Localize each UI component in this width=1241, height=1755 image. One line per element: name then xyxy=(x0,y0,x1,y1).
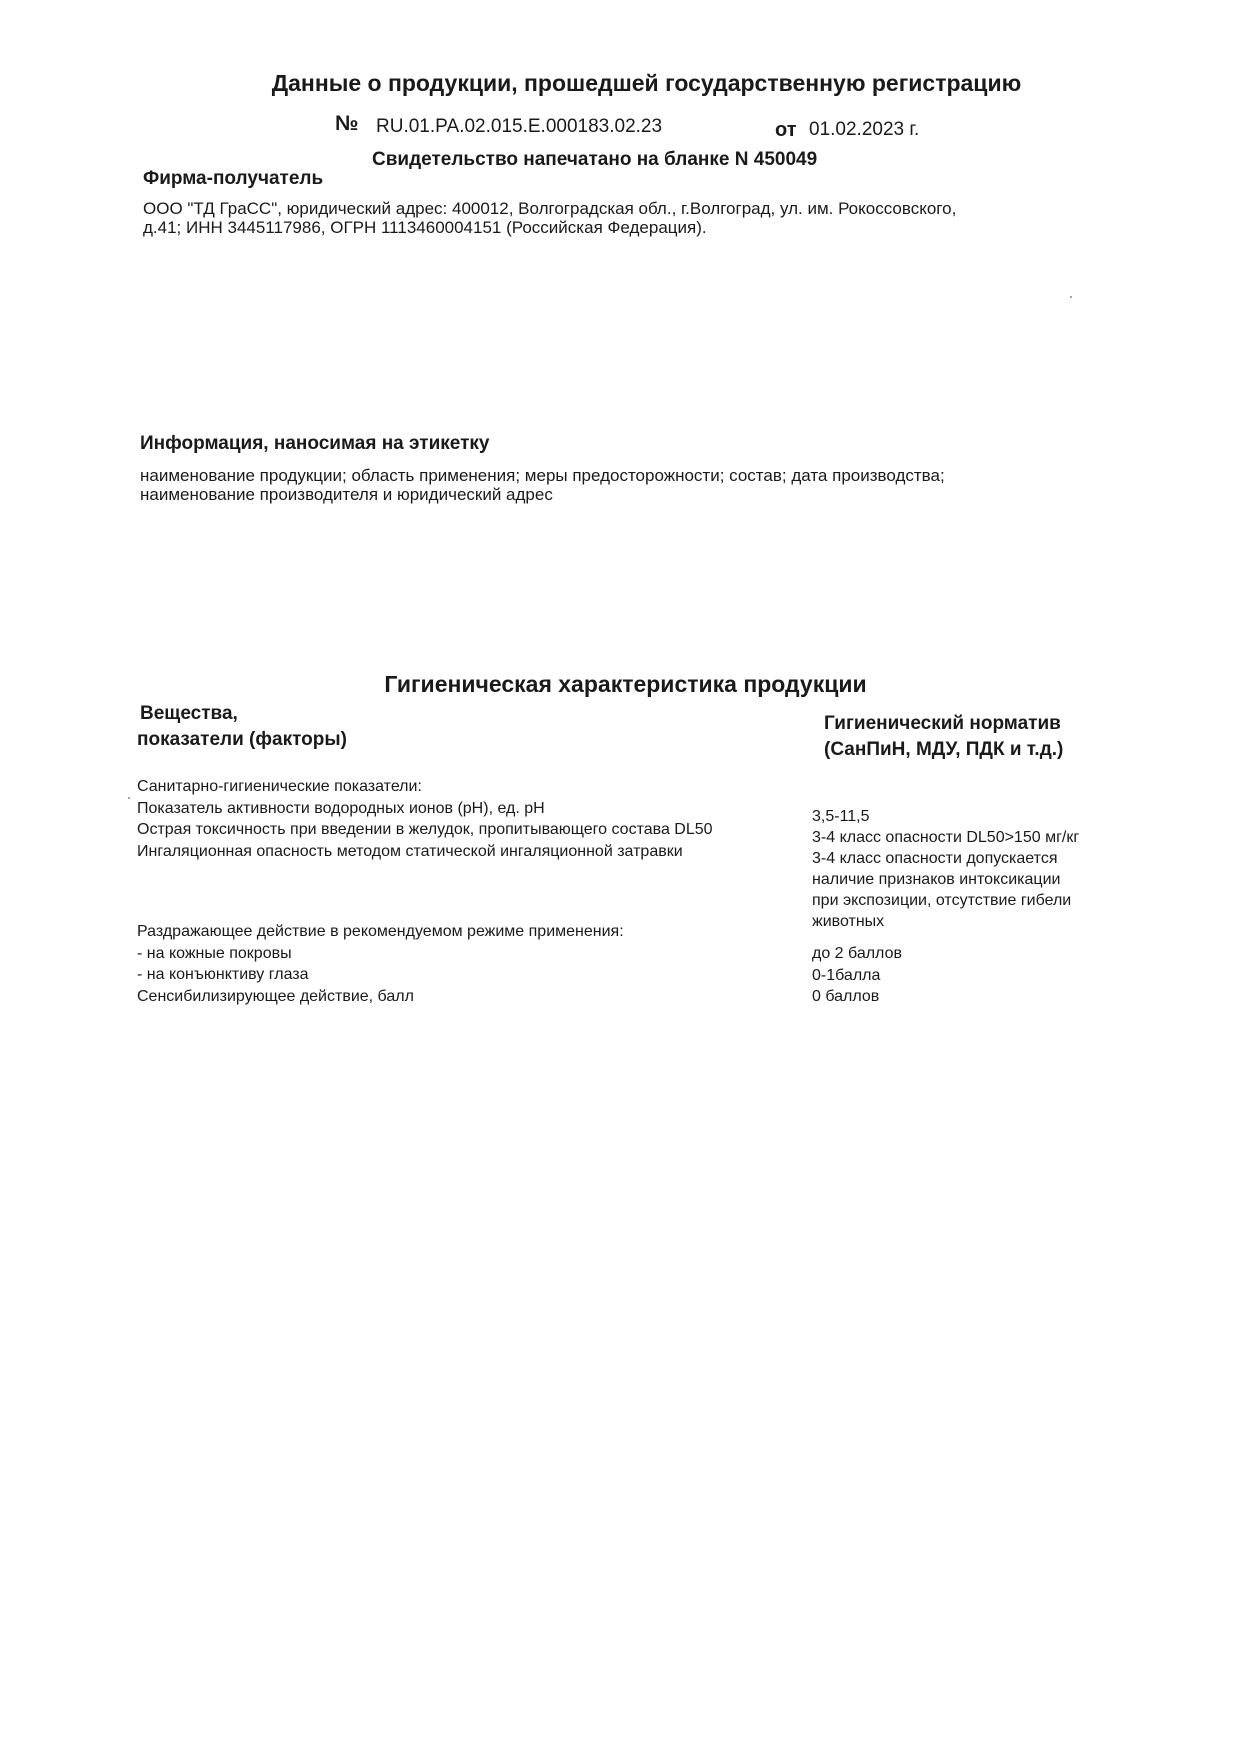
scan-speck xyxy=(1070,296,1072,298)
right-column-header xyxy=(824,711,1063,763)
norms-group-2 xyxy=(812,943,902,1008)
registration-number: RU.01.РА.02.015.Е.000183.02.23 xyxy=(376,116,663,137)
document-title: Данные о продукции, прошедшей государственную регистрацию xyxy=(271,70,1022,96)
firm-address-line-2: д.41; ИНН 3445117986, ОГРН 1113460004151 (Российская Федерация). xyxy=(143,218,707,237)
indicator-group-title: Санитарно-гигиенические показатели: xyxy=(137,778,422,795)
blank-number-line: Свидетельство напечатано на бланке N 450049 xyxy=(372,149,818,170)
label-info-heading: Информация, наносимая на этикетку xyxy=(140,433,490,454)
indicators-group-1 xyxy=(137,776,713,862)
norm-inhalation-line-1: 3-4 класс опасности допускается xyxy=(812,850,1058,867)
left-column-header xyxy=(137,701,347,753)
sensitization: Сенсибилизирующее действие, балл xyxy=(137,987,414,1005)
norm-inhalation-line-4: животных xyxy=(812,913,885,930)
indicator-inhalation-hazard: Ингаляционная опасность методом статической ингаляционной затравки xyxy=(137,842,683,860)
label-info-line-1: наименование продукции; область применения; меры предосторожности; состав; дата производства; xyxy=(140,466,945,485)
number-sign: № xyxy=(335,112,359,135)
norm-eye: 0-1балла xyxy=(812,966,881,984)
irritation-skin: - на кожные покровы xyxy=(137,944,292,962)
label-info-line-2: наименование производителя и юридический адрес xyxy=(140,485,553,504)
irritation-eye: - на конъюнктиву глаза xyxy=(137,966,309,983)
firm-heading: Фирма-получатель xyxy=(143,168,324,189)
indicator-ph: Показатель активности водородных ионов (рН), ед. рН xyxy=(137,799,545,817)
irritation-title: Раздражающее действие в рекомендуемом режиме применения: xyxy=(137,923,624,940)
norm-sensitization: 0 баллов xyxy=(812,988,880,1005)
norm-inhalation-line-2: наличие признаков интоксикации xyxy=(812,871,1061,888)
norm-skin: до 2 баллов xyxy=(812,945,902,962)
norm-acute-toxicity: 3-4 класс опасности DL50>150 мг/кг xyxy=(812,829,1080,846)
right-header-line-2: (СанПиН, МДУ, ПДК и т.д.) xyxy=(824,739,1064,760)
indicators-group-2 xyxy=(137,921,624,1007)
hygiene-heading: Гигиеническая характеристика продукции xyxy=(384,671,867,697)
norms-group-1 xyxy=(812,806,1079,932)
norm-inhalation-line-3: при экспозиции, отсутствие гибели xyxy=(812,892,1072,909)
norm-ph: 3,5-11,5 xyxy=(812,808,870,825)
date-prefix: от xyxy=(775,119,797,141)
left-header-line-2: показатели (факторы) xyxy=(137,729,347,750)
right-header-line-1: Гигиенический норматив xyxy=(824,713,1061,734)
scan-speck xyxy=(128,797,130,799)
registration-date: 01.02.2023 г. xyxy=(809,119,920,140)
indicator-acute-toxicity: Острая токсичность при введении в желудок, пропитывающего состава DL50 xyxy=(137,821,713,838)
left-header-line-1: Вещества, xyxy=(140,703,238,724)
firm-address-line-1: ООО "ТД ГраСС", юридический адрес: 400012, Волгоградская обл., г.Волгоград, ул. им. Рокоссовского, xyxy=(143,199,957,218)
